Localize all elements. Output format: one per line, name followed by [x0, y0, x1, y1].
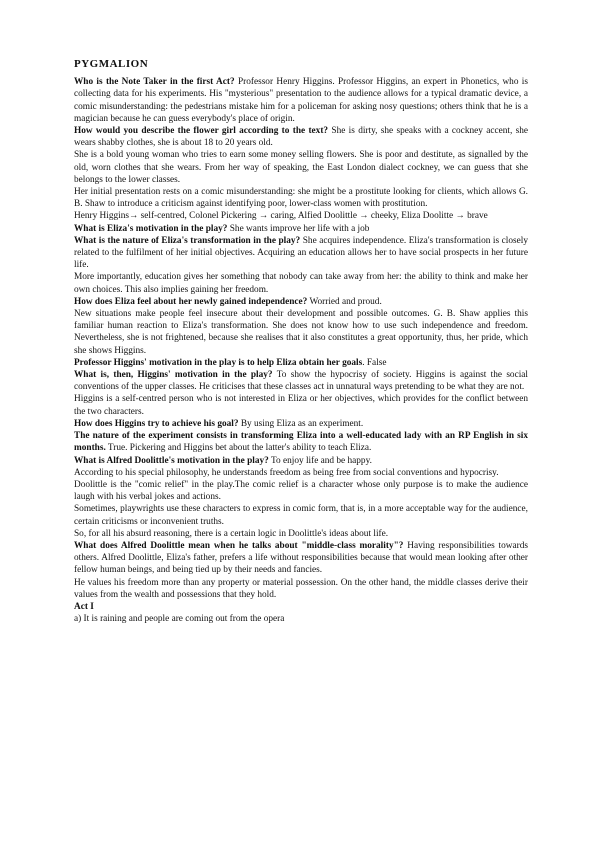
- question-text: How would you describe the flower girl according to the text?: [74, 126, 329, 137]
- question-paragraph: [74, 223, 528, 235]
- text-paragraph: [74, 613, 528, 625]
- document-body: [74, 76, 528, 625]
- question-paragraph: [74, 455, 528, 467]
- text-paragraph: [74, 503, 528, 527]
- question-text: What does Alfred Doolittle mean when he talks about "middle-class morality"?: [74, 540, 404, 551]
- answer-text: New situations make people feel insecure about their development and possible outcomes. G. B. Shaw applies this familiar human reaction to Eliza's transformation. She does not know how to use such independence and freedom. Nevertheless, she is not frightened, because she realises that it also constitutes a great opportunity, thus, her pride, which she shows Higgins.: [74, 309, 528, 356]
- text-paragraph: [74, 210, 528, 222]
- question-text: Act I: [74, 601, 94, 612]
- text-paragraph: [74, 479, 528, 503]
- document-page: [74, 58, 528, 625]
- document-title: PYGMALION: [74, 58, 149, 70]
- answer-text: Having responsibilities towards others. Alfred Doolittle, Eliza's father, prefers a life without responsibilities because that would mean looking after other fellow human beings, and being tied up by their needs and fancies.: [74, 540, 528, 576]
- question-text: What is Eliza's motivation in the play?: [74, 223, 228, 234]
- question-paragraph: [74, 76, 528, 125]
- question-text: What is, then, Higgins' motivation in the play?: [74, 370, 273, 381]
- text-paragraph: [74, 186, 528, 210]
- text-paragraph: [74, 308, 528, 357]
- question-paragraph: [74, 540, 528, 577]
- answer-text: He values his freedom more than any property or material possession. On the other hand, the middle classes derive their values from the wealth and possessions that they hold.: [74, 577, 528, 600]
- answer-text: To show the hypocrisy of society. Higgins is against the social conventions of the upper classes. He criticises that these classes act in unnatural ways pretending to be what they are not.: [74, 370, 528, 393]
- answer-text: Sometimes, playwrights use these characters to express in comic form, that is, in a more acceptable way for the audience, certain criticisms or inconvenient truths.: [74, 504, 528, 527]
- question-paragraph: [74, 369, 528, 393]
- answer-text: More importantly, education gives her something that nobody can take away from her: the ability to think and make her own choices. This also implies gaining her freedom.: [74, 272, 528, 295]
- question-paragraph: [74, 357, 528, 369]
- text-paragraph: [74, 467, 528, 479]
- question-text: What is Alfred Doolittle's motivation in the play?: [74, 455, 269, 466]
- question-text: How does Eliza feel about her newly gained independence?: [74, 296, 308, 307]
- answer-text: Higgins is a self-centred person who is not interested in Eliza or her objectives, which provides for the conflict between the two characters.: [74, 394, 528, 417]
- question-paragraph: [74, 296, 528, 308]
- answer-text: She is dirty, she speaks with a cockney accent, she wears shabby clothes, she is about 18 to 20 years old.: [74, 126, 528, 149]
- answer-text: Her initial presentation rests on a comic misunderstanding: she might be a prostitute looking for clients, which allows G. B. Shaw to introduce a criticism against identifying poor, lower-class women with prostitution.: [74, 187, 528, 210]
- answer-text: By using Eliza as an experiment.: [238, 418, 364, 429]
- question-text: How does Higgins try to achieve his goal?: [74, 418, 239, 429]
- question-paragraph: [74, 601, 528, 613]
- text-paragraph: [74, 149, 528, 186]
- answer-text: To enjoy life and be happy.: [268, 455, 372, 466]
- answer-text: So, for all his absurd reasoning, there is a certain logic in Doolittle's ideas about life.: [74, 528, 389, 539]
- answer-text: True. Pickering and Higgins bet about the latter's ability to teach Eliza.: [105, 443, 372, 454]
- answer-text: Henry Higgins→ self-centred, Colonel Pickering → caring, Alfied Doolittle → cheeky, Eliza Doolitte → brave: [74, 211, 488, 222]
- text-paragraph: [74, 577, 528, 601]
- answer-text: Doolittle is the "comic relief" in the play.The comic relief is a character whose only purpose is to make the audience laugh with his verbal jokes and actions.: [74, 479, 528, 503]
- question-text: Professor Higgins' motivation in the play is to help Eliza obtain her goals: [74, 357, 363, 368]
- question-paragraph: [74, 430, 528, 454]
- answer-text: a) It is raining and people are coming out from the opera: [74, 614, 285, 625]
- answer-text: Worried and proud.: [307, 296, 382, 307]
- question-text: Who is the Note Taker in the first Act?: [74, 77, 235, 88]
- question-paragraph: [74, 125, 528, 149]
- answer-text: Professor Henry Higgins. Professor Higgins, an expert in Phonetics, who is collecting data for his experiments. His "mysterious" presentation to the audience allows for a typical dramatic device, a comic misunderstanding: the pedestrians mistake him for a policeman for asking nosy questions; others think that he is a magician because he can guess everybody's place of origin.: [74, 77, 528, 124]
- question-paragraph: [74, 418, 528, 430]
- question-text: What is the nature of Eliza's transformation in the play?: [74, 235, 301, 246]
- question-text: The nature of the experiment consists in transforming Eliza into a well-educated lady with an RP English in six months.: [74, 431, 528, 454]
- answer-text: . False: [362, 357, 387, 368]
- question-paragraph: [74, 235, 528, 272]
- answer-text: She is a bold young woman who tries to earn some money selling flowers. She is poor and destitute, as signalled by the old, worn clothes that she wears. From her way of speaking, the East London dialect cockney, we can guess that she belongs to the lower classes.: [74, 150, 528, 185]
- answer-text: She wants improve her life with a job: [227, 223, 370, 234]
- text-paragraph: [74, 271, 528, 295]
- text-paragraph: [74, 393, 528, 417]
- answer-text: According to his special philosophy, he understands freedom as being free from social conventions and hypocrisy.: [74, 467, 499, 478]
- text-paragraph: [74, 528, 528, 540]
- answer-text: She acquires independence. Eliza's transformation is closely related to the fulfilment of her initial objectives. Acquiring an education allows her to have social prospects in her future life.: [74, 235, 528, 271]
